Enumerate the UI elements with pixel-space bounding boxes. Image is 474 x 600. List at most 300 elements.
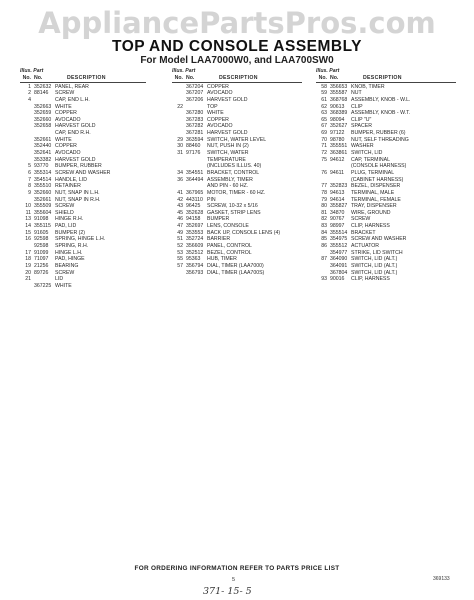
- illus-no: [20, 197, 34, 204]
- illus-no: 63: [321, 110, 327, 117]
- parts-row: [20, 84, 146, 91]
- part-description: SWITCH, LID: [351, 150, 383, 157]
- parts-row: [20, 276, 146, 283]
- illus-no: 67: [321, 123, 327, 130]
- part-number: 364090: [330, 256, 348, 263]
- part-number: 352823: [330, 183, 348, 190]
- column-header-row: [172, 75, 302, 83]
- part-description: BEARING: [55, 262, 79, 269]
- part-description: ASSEMBLY, KNOB - W.L.: [351, 96, 411, 103]
- column-header-row: [20, 75, 146, 83]
- parts-row: [20, 256, 146, 263]
- part-number: 352660: [34, 189, 52, 196]
- illus-no: 51: [177, 236, 183, 243]
- illus-no: 84: [321, 229, 327, 236]
- part-description: SPACER: [351, 123, 372, 130]
- illus-no: 81: [321, 209, 327, 216]
- column-header-row: [316, 75, 456, 83]
- parts-row: [20, 210, 146, 217]
- part-description: AVOCADO: [207, 123, 233, 130]
- part-number: 96425: [186, 203, 201, 210]
- illus-no: 65: [321, 116, 327, 123]
- parts-row: [172, 243, 302, 250]
- illus-no: 21: [25, 276, 31, 283]
- part-description: LID: [55, 276, 64, 283]
- part-number: 92598: [34, 243, 49, 250]
- parts-column-3: [316, 68, 456, 283]
- column-header-no: No.: [318, 74, 327, 81]
- illus-no: 30: [177, 143, 183, 150]
- parts-row: [316, 263, 456, 270]
- illus-no: 2: [28, 90, 31, 97]
- part-description: HARVEST GOLD: [55, 156, 96, 163]
- part-number: 352641: [34, 150, 52, 157]
- illus-no: [172, 97, 186, 104]
- parts-row: [316, 157, 456, 164]
- parts-row: [316, 236, 456, 243]
- part-number: 354975: [330, 236, 348, 243]
- part-number: 71097: [34, 256, 49, 263]
- illus-no: 86: [321, 243, 327, 250]
- part-description: (INCLUDES ILLUS. 40): [207, 163, 262, 170]
- part-number: 90016: [330, 276, 345, 283]
- part-description: KNOB, TIMER: [351, 83, 385, 90]
- parts-row: [316, 117, 456, 124]
- part-description: NUT, PUSH IN (2): [207, 143, 249, 150]
- part-number: 91605: [34, 229, 49, 236]
- column-header-description: DESCRIPTION: [67, 74, 106, 81]
- illus-no: 57: [177, 262, 183, 269]
- illus-no: 55: [177, 256, 183, 263]
- parts-row: [316, 123, 456, 130]
- part-description: PANEL, CONTROL: [207, 243, 252, 250]
- illus-no: [316, 263, 330, 270]
- part-number: 367283: [186, 116, 204, 123]
- illus-no: 46: [177, 216, 183, 223]
- part-description: CLIP, HARNESS: [351, 223, 390, 230]
- parts-row: [172, 236, 302, 243]
- part-description: SCREW: [55, 90, 75, 97]
- part-number: 367804: [330, 269, 348, 276]
- illus-no: 15: [25, 229, 31, 236]
- part-number: 91099: [34, 249, 49, 256]
- parts-row: [172, 197, 302, 204]
- part-description: HUB, TIMER: [207, 256, 237, 263]
- part-description: LENS, CONSOLE: [207, 223, 249, 230]
- parts-row: [172, 157, 302, 164]
- illus-no: [20, 150, 34, 157]
- illus-no: [20, 123, 34, 130]
- part-number: 356794: [186, 262, 204, 269]
- parts-row: [20, 263, 146, 270]
- part-description: CLIP, HARNESS: [351, 276, 390, 283]
- illus-no: 76: [321, 169, 327, 176]
- column-header-illus: Illus. Part: [172, 68, 196, 74]
- handwritten-note: 371- 15- 5: [203, 586, 252, 597]
- part-description: HINGE R.H.: [55, 216, 84, 223]
- illus-no: [172, 163, 186, 170]
- part-description: COPPER: [55, 143, 77, 150]
- page-number: 5: [232, 577, 236, 583]
- illus-no: 85: [321, 236, 327, 243]
- part-description: BUMPER, RUBBER: [55, 163, 102, 170]
- part-description: ACTUATOR: [351, 243, 380, 250]
- parts-row: [20, 197, 146, 204]
- parts-row: [316, 250, 456, 257]
- part-description: NUT: [351, 90, 362, 97]
- illus-no: 7: [28, 176, 31, 183]
- parts-row: [172, 270, 302, 277]
- part-description: DIAL, TIMER (LAA700S): [207, 269, 265, 276]
- column-header-illus: Illus. Part: [316, 68, 340, 74]
- parts-row: [316, 163, 456, 170]
- part-number: 354514: [34, 176, 52, 183]
- part-number: 352724: [186, 236, 204, 243]
- parts-row: [20, 157, 146, 164]
- parts-row: [316, 84, 456, 91]
- illus-no: 75: [321, 156, 327, 163]
- illus-no: 1: [28, 83, 31, 90]
- page-subtitle: For Model LAA7000W0, and LAA700SW0: [140, 55, 334, 66]
- part-number: 352658: [34, 123, 52, 130]
- part-number: [34, 97, 55, 104]
- part-number: 355604: [34, 209, 52, 216]
- illus-no: 4: [28, 96, 31, 103]
- illus-no: 34: [177, 169, 183, 176]
- parts-row: [20, 183, 146, 190]
- parts-row: [20, 170, 146, 177]
- parts-row: [20, 270, 146, 277]
- illus-no: 70: [321, 136, 327, 143]
- parts-row: [172, 123, 302, 130]
- part-description: PANEL, REAR: [55, 83, 89, 90]
- column-header-part-no: No.: [330, 74, 339, 81]
- part-number: 355551: [330, 143, 348, 150]
- parts-row: [20, 250, 146, 257]
- illus-no: 10: [25, 203, 31, 210]
- illus-no: 31: [177, 150, 183, 157]
- part-number: 367965: [186, 189, 204, 196]
- part-description: PAD, HINGE: [55, 256, 85, 263]
- column-header-no: No.: [174, 74, 183, 81]
- part-description: WASHER: [351, 143, 374, 150]
- part-description: BARRIER: [207, 236, 231, 243]
- illus-no: 71: [321, 143, 327, 150]
- illus-no: 78: [321, 189, 327, 196]
- part-number: 352627: [330, 123, 348, 130]
- part-number: 367207: [186, 90, 204, 97]
- parts-row: [316, 256, 456, 263]
- page-title: TOP AND CONSOLE ASSEMBLY: [112, 38, 362, 55]
- part-description: HARVEST GOLD: [55, 123, 96, 130]
- illus-no: 20: [25, 269, 31, 276]
- part-description: CLIP "U": [351, 116, 372, 123]
- parts-row: [172, 216, 302, 223]
- illus-no: 77: [321, 183, 327, 190]
- part-description: AVOCADO: [55, 116, 81, 123]
- parts-row: [20, 104, 146, 111]
- parts-row: [316, 150, 456, 157]
- parts-row: [316, 177, 456, 184]
- parts-row: [20, 236, 146, 243]
- part-description: SPRING, R.H.: [55, 243, 89, 250]
- part-number: 355587: [330, 90, 348, 97]
- part-number: 98094: [330, 116, 345, 123]
- part-description: SWITCH, LID (ALT.): [351, 262, 398, 269]
- parts-row: [172, 190, 302, 197]
- parts-row: [316, 203, 456, 210]
- parts-row: [316, 97, 456, 104]
- illus-no: 8: [28, 183, 31, 190]
- parts-row: [172, 170, 302, 177]
- part-description: SCREW: [55, 203, 75, 210]
- part-description: WHITE: [55, 103, 72, 110]
- parts-list-3: [316, 84, 456, 283]
- column-header-description: DESCRIPTION: [363, 74, 402, 81]
- part-number: 352659: [34, 110, 52, 117]
- part-number: 367281: [186, 130, 204, 137]
- part-number: 367204: [186, 83, 204, 90]
- parts-row: [172, 110, 302, 117]
- part-number: 92598: [34, 236, 49, 243]
- parts-row: [172, 223, 302, 230]
- part-description: BRACKET, CONTROL: [207, 169, 260, 176]
- part-description: SWITCH, WATER LEVEL: [207, 136, 267, 143]
- part-number: 95363: [186, 256, 201, 263]
- part-number: 97122: [330, 130, 345, 137]
- part-number: 98780: [330, 136, 345, 143]
- part-description: TRAY, DISPENSER: [351, 203, 397, 210]
- part-number: [186, 183, 207, 190]
- parts-row: [172, 130, 302, 137]
- part-number: 356653: [330, 83, 348, 90]
- part-number: 94612: [330, 156, 345, 163]
- part-description: GASKET, STRIP LENS: [207, 209, 261, 216]
- parts-row: [172, 97, 302, 104]
- part-number: 367206: [186, 96, 204, 103]
- parts-row: [20, 230, 146, 237]
- part-number: 21256: [34, 262, 49, 269]
- part-description: COPPER: [207, 116, 229, 123]
- illus-no: 13: [25, 216, 31, 223]
- part-number: 368768: [330, 96, 348, 103]
- illus-no: 61: [321, 96, 327, 103]
- illus-no: [172, 84, 186, 91]
- illus-no: 79: [321, 196, 327, 203]
- part-number: 352661: [34, 136, 52, 143]
- illus-no: 16: [25, 236, 31, 243]
- part-number: 355314: [34, 169, 52, 176]
- illus-no: 17: [25, 249, 31, 256]
- part-description: SCREW AND WASHER: [55, 169, 111, 176]
- parts-row: [172, 203, 302, 210]
- part-description: BUMPER: [207, 216, 230, 223]
- watermark: AppliancePartsPros.com: [38, 6, 436, 40]
- illus-no: [316, 163, 330, 170]
- parts-row: [316, 110, 456, 117]
- illus-no: 47: [177, 223, 183, 230]
- part-number: 356793: [186, 269, 204, 276]
- part-description: SCREW: [351, 216, 371, 223]
- part-description: BEZEL, CONTROL: [207, 249, 252, 256]
- part-description: AND PIN - 60 HZ.: [207, 183, 249, 190]
- illus-no: 52: [177, 243, 183, 250]
- parts-row: [172, 117, 302, 124]
- part-number: 354977: [330, 249, 348, 256]
- column-header-illus: Illus. Part: [20, 68, 44, 74]
- part-description: TERMINAL, FEMALE: [351, 196, 401, 203]
- column-header-part-no: No.: [186, 74, 195, 81]
- illus-no: 45: [177, 209, 183, 216]
- part-number: 94158: [186, 216, 201, 223]
- illus-no: [172, 110, 186, 117]
- illus-no: [172, 157, 186, 164]
- parts-row: [20, 117, 146, 124]
- part-number: 34870: [330, 209, 345, 216]
- part-description: NUT, SNAP IN L.H.: [55, 189, 100, 196]
- part-number: 364494: [186, 176, 204, 183]
- illus-no: [20, 130, 34, 137]
- part-description: BACK UP, CONSOLE LENS (4): [207, 229, 281, 236]
- part-description: CAP, TERMINAL: [351, 156, 391, 163]
- parts-row: [20, 123, 146, 130]
- parts-row: [316, 270, 456, 277]
- part-description: CAP, END L.H.: [55, 96, 90, 103]
- part-number: 352632: [34, 83, 52, 90]
- part-number: [186, 104, 207, 111]
- part-number: 91098: [34, 216, 49, 223]
- parts-row: [20, 143, 146, 150]
- ordering-note: FOR ORDERING INFORMATION REFER TO PARTS PRICE LIST: [134, 565, 340, 572]
- illus-no: 14: [25, 223, 31, 230]
- illus-no: [316, 177, 330, 184]
- part-description: NUT, SELF THREADING: [351, 136, 409, 143]
- part-description: STRIKE, LID SWITCH: [351, 249, 403, 256]
- illus-no: 83: [321, 223, 327, 230]
- illus-no: 82: [321, 216, 327, 223]
- illus-no: 53: [177, 249, 183, 256]
- parts-row: [316, 143, 456, 150]
- parts-row: [20, 150, 146, 157]
- illus-no: 72: [321, 150, 327, 157]
- parts-list-1: [20, 84, 146, 290]
- illus-no: [20, 104, 34, 111]
- parts-row: [172, 256, 302, 263]
- parts-row: [172, 143, 302, 150]
- part-description: RETAINER: [55, 183, 81, 190]
- parts-column-1: [20, 68, 146, 290]
- parts-row: [316, 90, 456, 97]
- part-description: TEMPERATURE: [207, 156, 246, 163]
- part-description: SCREW, 10-32 x 5/16: [207, 203, 258, 210]
- illus-no: 62: [321, 103, 327, 110]
- part-number: 352663: [34, 103, 52, 110]
- part-number: 363594: [186, 136, 204, 143]
- illus-no: 5: [28, 163, 31, 170]
- parts-row: [172, 183, 302, 190]
- part-description: WHITE: [55, 136, 72, 143]
- part-description: TOP: [207, 103, 218, 110]
- illus-no: [172, 90, 186, 97]
- part-number: 355827: [330, 203, 348, 210]
- part-number: [34, 276, 55, 283]
- parts-row: [20, 110, 146, 117]
- part-number: 356609: [186, 243, 204, 250]
- parts-row: [172, 104, 302, 111]
- part-number: [186, 163, 207, 170]
- parts-row: [20, 130, 146, 137]
- parts-row: [172, 250, 302, 257]
- part-description: SCREW AND WASHER: [351, 236, 407, 243]
- parts-row: [316, 190, 456, 197]
- parts-row: [172, 177, 302, 184]
- illus-no: 42: [177, 196, 183, 203]
- parts-row: [316, 210, 456, 217]
- illus-no: 80: [321, 203, 327, 210]
- part-number: 90613: [330, 103, 345, 110]
- part-number: 353382: [34, 156, 52, 163]
- part-description: PLUG, TERMINAL: [351, 169, 395, 176]
- parts-list-2: [172, 84, 302, 277]
- parts-row: [20, 137, 146, 144]
- parts-row: [20, 203, 146, 210]
- illus-no: [172, 117, 186, 124]
- part-description: SHIELD: [55, 209, 74, 216]
- part-number: 352512: [186, 249, 204, 256]
- part-description: HANDLE, LID: [55, 176, 87, 183]
- parts-row: [20, 216, 146, 223]
- parts-row: [172, 137, 302, 144]
- illus-no: 29: [177, 136, 183, 143]
- illus-no: 19: [25, 262, 31, 269]
- illus-no: [172, 130, 186, 137]
- part-number: 367282: [186, 123, 204, 130]
- illus-no: 9: [28, 189, 31, 196]
- illus-no: 11: [25, 209, 31, 216]
- part-description: SPRING, HINGE L.H.: [55, 236, 106, 243]
- parts-row: [20, 163, 146, 170]
- illus-no: [20, 283, 34, 290]
- illus-no: [172, 270, 186, 277]
- illus-no: [20, 117, 34, 124]
- parts-row: [316, 183, 456, 190]
- part-description: AVOCADO: [55, 150, 81, 157]
- part-description: ASSEMBLY, KNOB - W.T.: [351, 110, 411, 117]
- illus-no: [316, 270, 330, 277]
- parts-row: [316, 197, 456, 204]
- part-description: HINGE L.H.: [55, 249, 83, 256]
- part-description: HARVEST GOLD: [207, 96, 248, 103]
- parts-row: [316, 230, 456, 237]
- parts-row: [316, 170, 456, 177]
- part-description: MOTOR, TIMER - 60 HZ.: [207, 189, 266, 196]
- parts-row: [20, 190, 146, 197]
- column-header-no: No.: [22, 74, 31, 81]
- illus-no: [20, 137, 34, 144]
- illus-no: [172, 123, 186, 130]
- part-number: [186, 157, 207, 164]
- part-number: 352628: [186, 209, 204, 216]
- part-description: AVOCADO: [207, 90, 233, 97]
- parts-column-2: [172, 68, 302, 276]
- part-description: PIN: [207, 196, 216, 203]
- illus-no: [172, 183, 186, 190]
- parts-row: [172, 163, 302, 170]
- part-description: CAP, END R.H.: [55, 130, 91, 137]
- part-description: CLIP: [351, 103, 363, 110]
- illus-no: 6: [28, 169, 31, 176]
- part-number: 355510: [34, 183, 52, 190]
